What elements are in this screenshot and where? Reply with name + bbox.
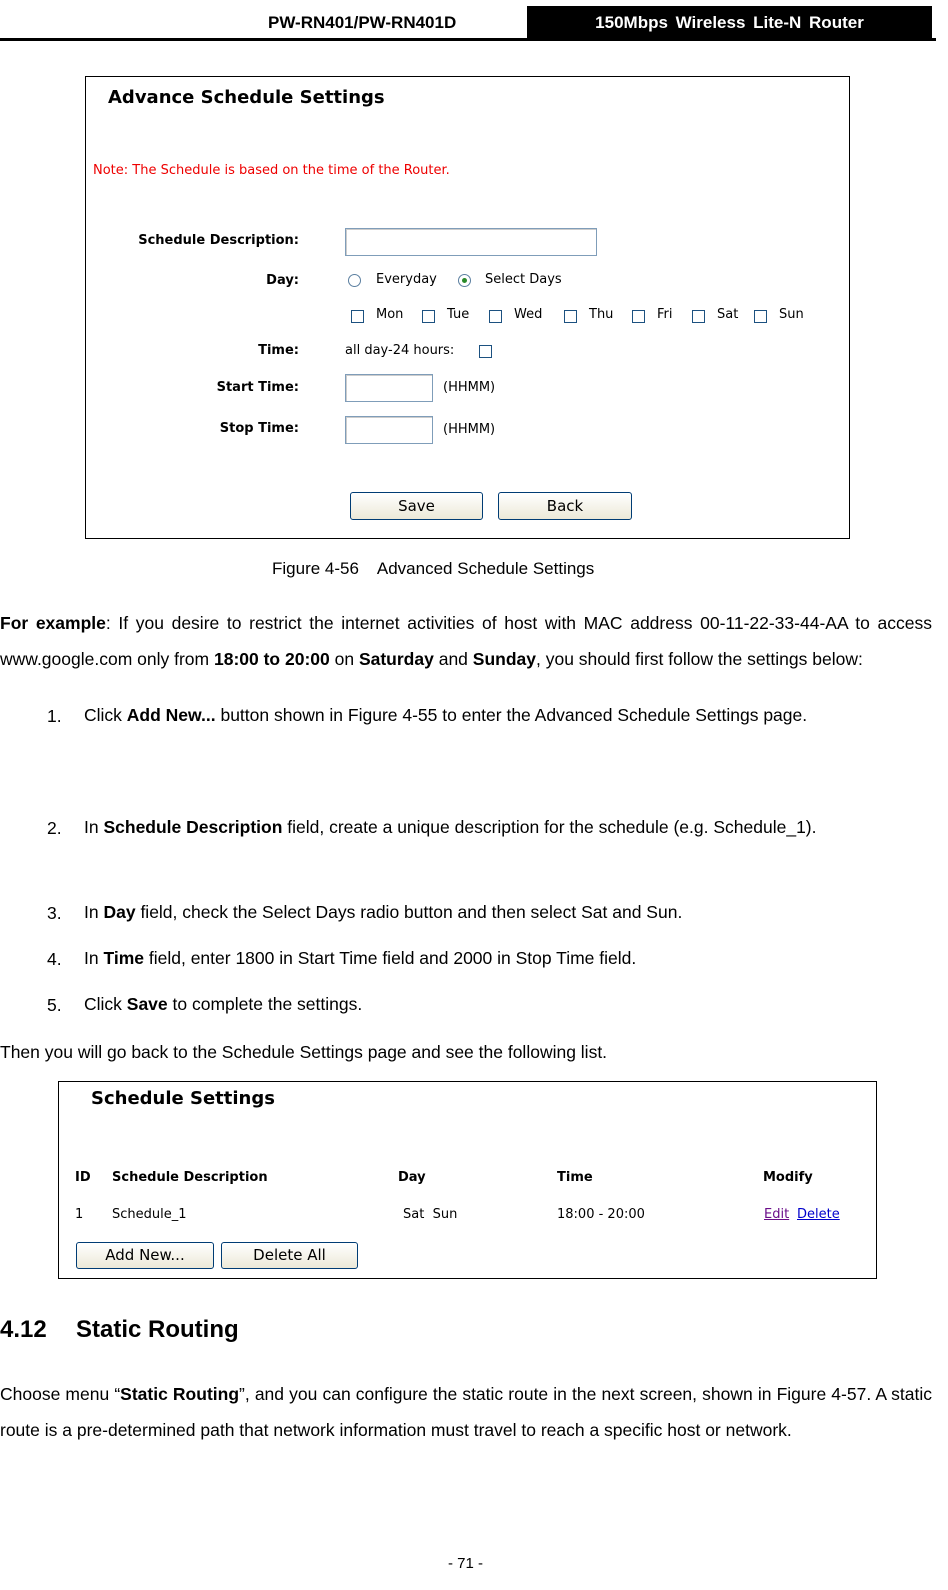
step-2-post: field, create a unique description for the schedule (e.g. Schedule_1). (282, 817, 817, 837)
step-3-text (84, 894, 932, 930)
step-2-text (84, 809, 932, 845)
tue-label: Tue (447, 307, 470, 322)
example-paragraph (0, 605, 932, 677)
select-days-radio[interactable] (458, 274, 471, 287)
day-label: Day: (266, 273, 299, 288)
sat-checkbox[interactable] (692, 310, 705, 323)
example-text-3: and (433, 649, 473, 669)
sun-label: Sun (779, 307, 804, 322)
sat-label: Sat (717, 307, 739, 322)
thu-checkbox[interactable] (564, 310, 577, 323)
step-2-pre: In (84, 817, 104, 837)
col-description: Schedule Description (112, 1170, 268, 1185)
then-paragraph: Then you will go back to the Schedule Settings page and see the following list. (0, 1042, 608, 1062)
fri-label: Fri (657, 307, 673, 322)
add-new-label: Add New... (105, 1246, 185, 1264)
step-3-bold: Day (103, 902, 136, 922)
add-new-button[interactable] (76, 1242, 214, 1269)
col-id: ID (75, 1170, 91, 1185)
schedule-settings-panel (58, 1081, 877, 1279)
header-product-tab: 150Mbps Wireless Lite-N Router (527, 6, 932, 39)
step-5-pre: Click (84, 994, 127, 1014)
header-model: PW-RN401/PW-RN401D (268, 13, 457, 32)
step-1-number: 1. (47, 706, 62, 726)
row-day: Sat Sun (403, 1207, 458, 1222)
start-time-input[interactable] (345, 374, 433, 402)
delete-link[interactable]: Delete (797, 1207, 840, 1222)
back-button[interactable] (498, 492, 632, 520)
example-sunday: Sunday (472, 649, 536, 669)
example-time-range: 18:00 to 20:00 (213, 649, 330, 669)
section-title: Static Routing (76, 1316, 239, 1343)
step-2-number: 2. (47, 818, 62, 838)
col-modify: Modify (763, 1170, 813, 1185)
step-4-number: 4. (47, 949, 62, 969)
delete-all-button[interactable] (221, 1242, 358, 1269)
save-button[interactable] (350, 492, 483, 520)
static-routing-pre: Choose menu “ (0, 1384, 121, 1404)
back-button-label: Back (546, 497, 584, 515)
static-routing-post: ”, and you can configure the static route in the next screen, shown in Figure 4-57. A static route is a pre-determined path that network information must travel to reach a specific host or network. (0, 1384, 932, 1440)
step-3-post: field, check the Select Days radio button and then select Sat and Sun. (135, 902, 683, 922)
start-time-format: (HHMM) (443, 380, 496, 395)
mon-label: Mon (376, 307, 404, 322)
section-number: 4.12 (0, 1316, 47, 1343)
static-routing-paragraph (0, 1376, 932, 1448)
edit-link[interactable]: Edit (764, 1207, 790, 1222)
example-lead: For example (0, 613, 106, 633)
delete-all-label: Delete All (253, 1246, 326, 1264)
step-5-number: 5. (47, 995, 62, 1015)
static-routing-bold: Static Routing (120, 1384, 240, 1404)
col-day: Day (398, 1170, 426, 1185)
step-1-pre: Click (84, 705, 127, 725)
step-1-post: button shown in Figure 4-55 to enter the Advanced Schedule Settings page. (215, 705, 808, 725)
step-5-text (84, 986, 932, 1022)
all-day-label: all day-24 hours: (345, 343, 455, 358)
row-description: Schedule_1 (112, 1207, 187, 1222)
row-time: 18:00 - 20:00 (557, 1207, 645, 1222)
step-4-post: field, enter 1800 in Start Time field and 2000 in Stop Time field. (144, 948, 637, 968)
step-4-text (84, 940, 932, 976)
step-4-bold: Time (103, 948, 144, 968)
figure-4-56-caption: Figure 4-56 Advanced Schedule Settings (272, 559, 595, 578)
schedule-note: Note: The Schedule is based on the time of the Router. (93, 163, 450, 178)
example-text-2: on (329, 649, 359, 669)
step-5-bold: Save (126, 994, 168, 1014)
step-4-pre: In (84, 948, 104, 968)
header-rule (0, 38, 936, 41)
page-number: - 71 - (448, 1555, 484, 1572)
example-text-4: , you should first follow the settings below: (536, 649, 863, 669)
thu-label: Thu (589, 307, 614, 322)
panel-title: Schedule Settings (91, 1088, 275, 1109)
row-id: 1 (75, 1207, 84, 1222)
start-time-label: Start Time: (216, 380, 299, 395)
stop-time-label: Stop Time: (219, 421, 299, 436)
step-1-bold: Add New... (126, 705, 216, 725)
step-3-number: 3. (47, 903, 62, 923)
save-button-label: Save (398, 497, 435, 515)
select-days-label: Select Days (485, 272, 562, 287)
everyday-label: Everyday (376, 272, 437, 287)
step-3-pre: In (84, 902, 104, 922)
mon-checkbox[interactable] (351, 310, 364, 323)
col-time: Time (557, 1170, 593, 1185)
everyday-radio[interactable] (348, 274, 361, 287)
step-5-post: to complete the settings. (167, 994, 363, 1014)
time-label: Time: (258, 343, 299, 358)
advance-schedule-panel (85, 76, 850, 539)
step-2-bold: Schedule Description (103, 817, 283, 837)
sun-checkbox[interactable] (754, 310, 767, 323)
stop-time-format: (HHMM) (443, 422, 496, 437)
step-1-text (84, 697, 932, 733)
tue-checkbox[interactable] (422, 310, 435, 323)
schedule-description-input[interactable] (345, 228, 597, 256)
example-saturday: Saturday (358, 649, 434, 669)
fri-checkbox[interactable] (632, 310, 645, 323)
all-day-checkbox[interactable] (479, 345, 492, 358)
wed-label: Wed (514, 307, 543, 322)
wed-checkbox[interactable] (489, 310, 502, 323)
panel-title: Advance Schedule Settings (108, 87, 385, 108)
example-text-1: : If you desire to restrict the internet activities of host with MAC address 00-11-22-33-44-AA to access www.google.com only from (0, 613, 932, 669)
schedule-description-label: Schedule Description: (138, 233, 299, 248)
stop-time-input[interactable] (345, 416, 433, 444)
